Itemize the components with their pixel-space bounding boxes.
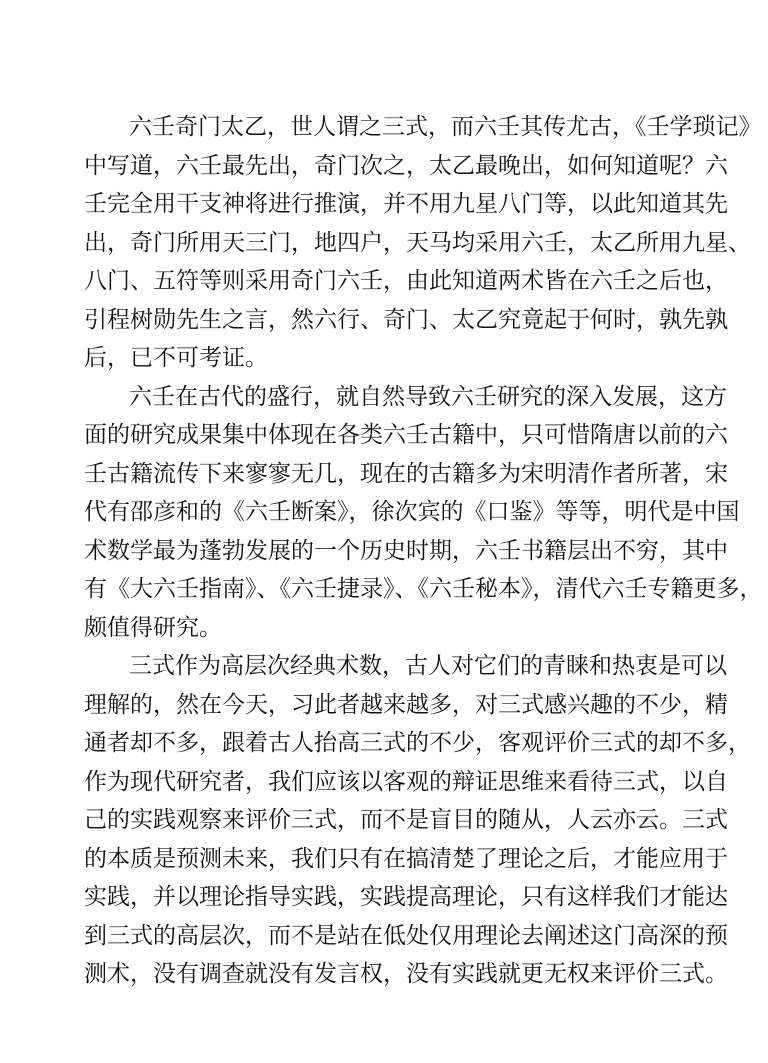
text-line: 作为现代研究者，我们应该以客观的辩证思维来看待三式，以自	[84, 768, 728, 795]
text-line: 理解的，然在今天，习此者越来越多，对三式感兴趣的不少，精	[84, 691, 728, 718]
document-page	[84, 108, 763, 994]
text-line: 面的研究成果集中体现在各类六壬古籍中，只可惜隋唐以前的六	[84, 422, 728, 448]
text-line: 实践，并以理论指导实践，实践提高理论，只有这样我们才能达	[84, 884, 728, 910]
text-line: 壬完全用干支神将进行推演，并不用九星八门等，以此知道其先	[84, 191, 728, 217]
text-line: 八门、五符等则采用奇门六壬，由此知道两术皆在六壬之后也，	[84, 268, 728, 294]
text-line: 测术，没有调查就没有发言权，没有实践就更无权来评价三式。	[84, 961, 728, 987]
text-line: 三式作为高层次经典术数，古人对它们的青睐和热衷是可以	[129, 653, 727, 679]
text-line: 中写道，六壬最先出，奇门次之，太乙最晚出，如何知道呢？六	[84, 152, 728, 179]
text-line: 后，已不可考证。	[84, 345, 268, 371]
text-line: 颇值得研究。	[84, 614, 222, 641]
text-line: 六壬在古代的盛行，就自然导致六壬研究的深入发展，这方	[129, 383, 727, 410]
text-line: 六壬奇门太乙，世人谓之三式，而六壬其传尤古，《壬学琐记》	[129, 114, 762, 140]
text-line: 出，奇门所用天三门，地四户，天马均采用六壬，太乙所用九星、	[84, 229, 751, 256]
text-line: 己的实践观察来评价三式，而不是盲目的随从，人云亦云。三式	[84, 807, 728, 833]
text-line: 的本质是预测未来，我们只有在搞清楚了理论之后，才能应用于	[84, 845, 728, 872]
text-line: 术数学最为蓬勃发展的一个历史时期，六壬书籍层出不穷，其中	[84, 537, 728, 564]
text-line: 有《大六壬指南》、《六壬捷录》、《六壬秘本》，清代六壬专籍更多，	[84, 576, 763, 602]
text-line: 通者却不多，跟着古人抬高三式的不少，客观评价三式的却不多，	[84, 730, 751, 756]
text-line: 代有邵彦和的《六壬断案》，徐次宾的《口鉴》等等，明代是中国	[84, 499, 740, 525]
paragraph-1	[84, 108, 762, 378]
text-line: 壬古籍流传下来寥寥无几，现在的古籍多为宋明清作者所著，宋	[84, 460, 728, 487]
text-line: 引程树勋先生之言，然六行、奇门、太乙究竟起于何时，孰先孰	[84, 306, 728, 333]
text-line: 到三式的高层次，而不是站在低处仅用理论去阐述这门高深的预	[84, 922, 728, 949]
paragraph-2	[84, 378, 763, 648]
paragraph-3	[84, 647, 751, 994]
